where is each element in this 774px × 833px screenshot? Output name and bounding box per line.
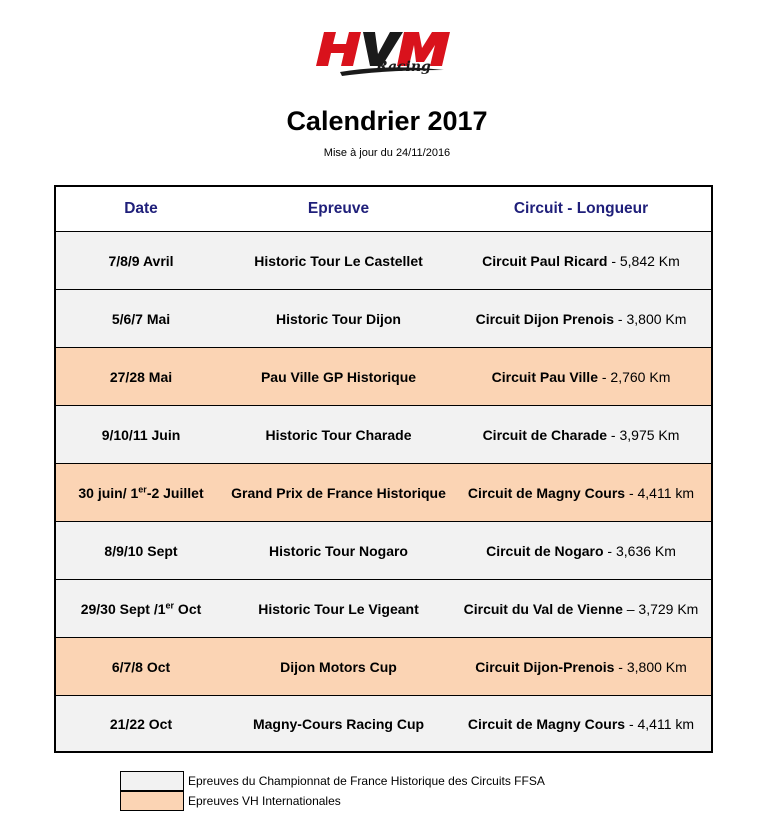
date-text: 29/30 Sept /1 bbox=[80, 600, 166, 617]
cell-event: Historic Tour Nogaro bbox=[269, 542, 408, 559]
date-text: 30 juin/ 1 bbox=[78, 484, 139, 501]
cell-circuit bbox=[451, 716, 711, 732]
date-text: -2 Juillet bbox=[146, 484, 204, 501]
logo-tagline: Racing bbox=[376, 59, 431, 75]
circuit-name: Circuit Dijon-Prenois bbox=[475, 658, 615, 675]
table-row bbox=[56, 289, 711, 347]
cell-date bbox=[56, 253, 226, 269]
circuit-name: Circuit du Val de Vienne bbox=[463, 600, 623, 617]
circuit-length: - 3,800 Km bbox=[614, 658, 687, 675]
date-text: 21/22 Oct bbox=[109, 715, 173, 732]
date-ordinal-suffix: er bbox=[138, 483, 147, 494]
circuit-name: Circuit de Magny Cours bbox=[467, 715, 626, 732]
cell-date bbox=[56, 427, 226, 443]
date-text: 27/28 Mai bbox=[109, 368, 173, 385]
cell-circuit bbox=[451, 311, 711, 327]
circuit-name: Circuit Paul Ricard bbox=[482, 252, 608, 269]
circuit-length: - 5,842 Km bbox=[607, 252, 680, 269]
calendar-table bbox=[54, 185, 713, 753]
circuit-length: - 4,411 km bbox=[625, 484, 695, 501]
date-text: 7/8/9 Avril bbox=[108, 252, 174, 269]
header-event: Epreuve bbox=[307, 200, 370, 217]
table-row bbox=[56, 405, 711, 463]
legend-item-fr bbox=[120, 771, 660, 791]
date-ordinal-suffix: er bbox=[165, 599, 175, 610]
page-title: Calendrier 2017 bbox=[286, 106, 488, 136]
table-row bbox=[56, 347, 711, 405]
cell-event: Historic Tour Charade bbox=[265, 426, 412, 443]
date-text: 6/7/8 Oct bbox=[111, 658, 171, 675]
cell-circuit bbox=[451, 427, 711, 443]
circuit-name: Circuit Dijon Prenois bbox=[475, 310, 615, 327]
date-text: 5/6/7 Mai bbox=[111, 310, 171, 327]
circuit-length: - 2,760 Km bbox=[597, 368, 671, 385]
legend-label-fr: Epreuves du Championnat de France Historique des Circuits FFSA bbox=[188, 774, 545, 788]
cell-date bbox=[56, 543, 226, 559]
circuit-length: - 3,800 Km bbox=[614, 310, 687, 327]
date-text: 8/9/10 Sept bbox=[104, 542, 178, 559]
legend-swatch-intl bbox=[120, 791, 184, 811]
table-row bbox=[56, 579, 711, 637]
table-row bbox=[56, 637, 711, 695]
table-row bbox=[56, 463, 711, 521]
table-row bbox=[56, 695, 711, 751]
cell-circuit bbox=[451, 601, 711, 617]
cell-circuit bbox=[451, 543, 711, 559]
circuit-length: – 3,729 Km bbox=[622, 600, 699, 617]
circuit-name: Circuit de Charade bbox=[482, 426, 608, 443]
cell-event: Historic Tour Le Vigeant bbox=[258, 600, 419, 617]
date-text: 9/10/11 Juin bbox=[101, 426, 181, 443]
table-header-row bbox=[56, 187, 711, 231]
cell-event: Grand Prix de France Historique bbox=[231, 484, 446, 501]
table-row bbox=[56, 521, 711, 579]
legend-swatch-fr bbox=[120, 771, 184, 791]
legend-label-intl: Epreuves VH Internationales bbox=[188, 794, 341, 808]
update-date: Mise à jour du 24/11/2016 bbox=[323, 147, 451, 159]
circuit-name: Circuit de Nogaro bbox=[486, 542, 604, 559]
cell-circuit bbox=[451, 485, 711, 501]
cell-event: Historic Tour Le Castellet bbox=[254, 252, 423, 269]
cell-event: Pau Ville GP Historique bbox=[260, 368, 417, 385]
cell-event: Magny-Cours Racing Cup bbox=[252, 715, 425, 732]
cell-date bbox=[56, 311, 226, 327]
cell-date bbox=[56, 485, 226, 501]
cell-date bbox=[56, 601, 226, 617]
cell-event: Historic Tour Dijon bbox=[276, 310, 401, 327]
date-text: Oct bbox=[174, 600, 202, 617]
circuit-name: Circuit de Magny Cours bbox=[467, 484, 626, 501]
cell-date bbox=[56, 369, 226, 385]
table-row bbox=[56, 231, 711, 289]
cell-circuit bbox=[451, 369, 711, 385]
hvm-racing-logo bbox=[316, 26, 452, 82]
cell-circuit bbox=[451, 659, 711, 675]
legend-item-intl bbox=[120, 791, 660, 811]
cell-circuit bbox=[451, 253, 711, 269]
circuit-length: - 4,411 km bbox=[625, 715, 695, 732]
header-circuit: Circuit - Longueur bbox=[513, 200, 649, 217]
header-date: Date bbox=[124, 200, 158, 217]
cell-date bbox=[56, 659, 226, 675]
circuit-length: - 3,636 Km bbox=[603, 542, 676, 559]
circuit-length: - 3,975 Km bbox=[607, 426, 680, 443]
circuit-name: Circuit Pau Ville bbox=[491, 368, 598, 385]
cell-date bbox=[56, 716, 226, 732]
cell-event: Dijon Motors Cup bbox=[280, 658, 397, 675]
